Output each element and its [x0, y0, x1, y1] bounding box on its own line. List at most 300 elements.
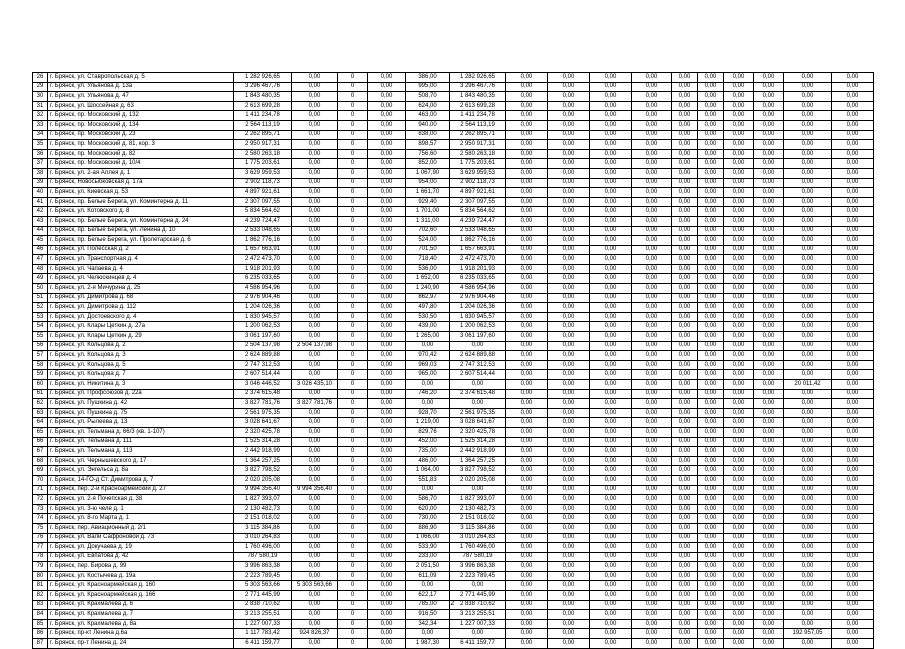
value-cell: 1 701,00 [406, 207, 450, 217]
value-cell: 0,00 [368, 120, 406, 130]
value-cell: 0,00 [784, 456, 832, 466]
page-number: 2 [450, 600, 455, 607]
value-cell: 3 827 798,52 [450, 466, 506, 476]
value-cell: 0,00 [548, 207, 590, 217]
value-cell: 0,00 [832, 226, 874, 236]
value-cell: 0,00 [506, 120, 548, 130]
value-cell: 0,00 [406, 399, 450, 409]
address-cell: г. Брянск, пр. Московский д. 10/4 [48, 159, 234, 169]
value-cell: 0,00 [506, 389, 548, 399]
value-cell: 2 442 918,99 [234, 447, 292, 457]
value-cell: 0,00 [698, 82, 724, 92]
value-cell: 1 830 945,57 [450, 312, 506, 322]
value-cell: 0,00 [724, 351, 754, 361]
value-cell: 0,00 [368, 447, 406, 457]
value-cell: 386,00 [406, 73, 450, 83]
table-row [33, 149, 874, 159]
value-cell: 787 580,19 [234, 552, 292, 562]
value-cell: 0,00 [672, 293, 698, 303]
value-cell: 0 [338, 188, 368, 198]
value-cell: 0 [338, 360, 368, 370]
value-cell: 0,00 [672, 485, 698, 495]
value-cell: 0,00 [632, 92, 672, 102]
table-row [33, 543, 874, 553]
value-cell: 0,00 [832, 418, 874, 428]
value-cell: 0,00 [832, 600, 874, 610]
value-cell: 0 [338, 639, 368, 649]
value-cell: 0,00 [632, 447, 672, 457]
value-cell: 0,00 [632, 264, 672, 274]
value-cell: 0,00 [724, 73, 754, 83]
value-cell: 0,00 [754, 456, 784, 466]
value-cell: 0,00 [368, 332, 406, 342]
value-cell: 0 [338, 418, 368, 428]
value-cell: 0,00 [548, 284, 590, 294]
value-cell: 0,00 [754, 216, 784, 226]
value-cell: 2 624 889,88 [234, 351, 292, 361]
value-cell: 0,00 [784, 495, 832, 505]
value-cell: 0,00 [406, 380, 450, 390]
value-cell: 0,00 [590, 456, 632, 466]
value-cell: 0,00 [672, 130, 698, 140]
value-cell: 524,00 [406, 236, 450, 246]
value-cell: 0,00 [672, 552, 698, 562]
value-cell: 2 771 445,99 [450, 591, 506, 601]
value-cell: 0,00 [832, 427, 874, 437]
value-cell: 0,00 [590, 332, 632, 342]
value-cell: 3 026 435,10 [292, 380, 338, 390]
row-number-cell: 65 [33, 427, 48, 437]
value-cell: 0,00 [832, 370, 874, 380]
address-cell: г. Брянск, ул. Вали Сафроновой д. 73 [48, 533, 234, 543]
value-cell: 4 239 724,47 [234, 216, 292, 226]
value-cell: 0,00 [506, 399, 548, 409]
value-cell: 2 902 118,73 [450, 178, 506, 188]
value-cell: 0,00 [548, 360, 590, 370]
value-cell: 862,97 [406, 293, 450, 303]
value-cell: 0,00 [672, 495, 698, 505]
value-cell: 0 [338, 562, 368, 572]
value-cell: 0,00 [632, 216, 672, 226]
value-cell: 0,00 [506, 322, 548, 332]
value-cell: 0,00 [672, 475, 698, 485]
row-number-cell: 61 [33, 389, 48, 399]
value-cell: 0,00 [784, 639, 832, 649]
value-cell: 0,00 [506, 82, 548, 92]
value-cell: 0,00 [724, 284, 754, 294]
value-cell: 0,00 [832, 188, 874, 198]
value-cell: 0,00 [590, 303, 632, 313]
value-cell: 0,00 [548, 485, 590, 495]
value-cell: 0,00 [754, 408, 784, 418]
value-cell: 2 020 205,08 [450, 475, 506, 485]
value-cell: 4 586 954,96 [450, 284, 506, 294]
table-row [33, 322, 874, 332]
value-cell: 0,00 [724, 427, 754, 437]
value-cell: 1 775 203,61 [234, 159, 292, 169]
row-number-cell: 66 [33, 437, 48, 447]
value-cell: 0,00 [506, 312, 548, 322]
value-cell: 0,00 [548, 456, 590, 466]
value-cell: 0,00 [784, 533, 832, 543]
value-cell: 785,00 [406, 600, 450, 610]
value-cell: 0,00 [590, 274, 632, 284]
value-cell: 0,00 [724, 591, 754, 601]
value-cell: 0,00 [698, 255, 724, 265]
value-cell: 0,00 [724, 341, 754, 351]
value-cell: 0,00 [784, 73, 832, 83]
value-cell: 2 262 895,71 [234, 130, 292, 140]
value-cell: 0,00 [698, 236, 724, 246]
value-cell: 0 [338, 255, 368, 265]
value-cell: 0,00 [590, 610, 632, 620]
row-number-cell: 33 [33, 120, 48, 130]
value-cell: 0 [338, 370, 368, 380]
value-cell: 0,00 [672, 571, 698, 581]
value-cell: 0,00 [784, 149, 832, 159]
value-cell: 0,00 [548, 101, 590, 111]
value-cell: 0,00 [832, 485, 874, 495]
value-cell: 0,00 [724, 274, 754, 284]
value-cell: 1 204 026,36 [450, 303, 506, 313]
row-number-cell: 37 [33, 159, 48, 169]
value-cell: 0,00 [724, 552, 754, 562]
value-cell: 0,00 [506, 543, 548, 553]
value-cell: 0,00 [832, 639, 874, 649]
value-cell: 0,00 [292, 418, 338, 428]
value-cell: 787 580,19 [450, 552, 506, 562]
value-cell: 0,00 [754, 284, 784, 294]
value-cell: 0,00 [672, 447, 698, 457]
value-cell: 0,00 [832, 149, 874, 159]
address-cell: г. Брянск, ул. Ульянова д. 13а [48, 82, 234, 92]
value-cell: 0,00 [590, 466, 632, 476]
value-cell: 0,00 [632, 600, 672, 610]
value-cell: 1 364 257,25 [450, 456, 506, 466]
value-cell: 0,00 [724, 562, 754, 572]
value-cell: 0,00 [832, 101, 874, 111]
value-cell: 0,00 [754, 293, 784, 303]
value-cell: 0,00 [724, 571, 754, 581]
value-cell: 0 [338, 447, 368, 457]
value-cell: 2 472 473,70 [450, 255, 506, 265]
value-cell: 1 827 393,07 [450, 495, 506, 505]
value-cell: 0,00 [368, 216, 406, 226]
value-cell: 0,00 [292, 427, 338, 437]
value-cell: 0 [338, 466, 368, 476]
value-cell: 0,00 [590, 178, 632, 188]
value-cell: 0,00 [368, 312, 406, 322]
address-cell: г. Брянск, ул. Челюскинцев д. 4 [48, 274, 234, 284]
value-cell: 746,20 [406, 389, 450, 399]
value-cell: 0,00 [632, 360, 672, 370]
value-cell: 1 760 496,00 [234, 543, 292, 553]
value-cell: 0,00 [724, 475, 754, 485]
value-cell: 2 374 615,48 [234, 389, 292, 399]
row-number-cell: 44 [33, 226, 48, 236]
address-cell: г. Брянск, пр. Белые Берега, ул. Пролетарская д. 6 [48, 236, 234, 246]
value-cell: 3 629 959,53 [234, 168, 292, 178]
value-cell: 0,00 [506, 370, 548, 380]
value-cell: 0 [338, 610, 368, 620]
value-cell: 0,00 [292, 120, 338, 130]
value-cell: 0 [338, 216, 368, 226]
value-cell: 0,00 [368, 188, 406, 198]
row-number-cell: 70 [33, 475, 48, 485]
value-cell: 0,00 [548, 216, 590, 226]
value-cell: 0,00 [368, 360, 406, 370]
address-cell: г. Брянск, ул. Костычева д. 19а [48, 571, 234, 581]
value-cell: 0,00 [784, 322, 832, 332]
value-cell: 0,00 [548, 264, 590, 274]
address-cell: г. Брянск, ул. Тельмана д. 113 [48, 447, 234, 457]
value-cell: 1 411 234,78 [450, 111, 506, 121]
value-cell: 0,00 [672, 149, 698, 159]
value-cell: 0,00 [698, 130, 724, 140]
value-cell: 0,00 [590, 73, 632, 83]
value-cell: 0,00 [590, 427, 632, 437]
value-cell: 0,00 [368, 523, 406, 533]
value-cell: 0,00 [832, 591, 874, 601]
address-cell: г. Брянск, ул. Кольцова д. 2 [48, 341, 234, 351]
value-cell: 0,00 [754, 168, 784, 178]
address-cell: г. Брянск, ул. Клары Цеткин д. 29 [48, 332, 234, 342]
value-cell: 0,00 [754, 514, 784, 524]
value-cell: 0,00 [784, 284, 832, 294]
value-cell: 0,00 [292, 284, 338, 294]
value-cell: 0 [338, 236, 368, 246]
value-cell: 0,00 [672, 332, 698, 342]
value-cell: 0,00 [724, 140, 754, 150]
value-cell: 0,00 [632, 485, 672, 495]
value-cell: 0,00 [832, 543, 874, 553]
value-cell: 0,00 [698, 552, 724, 562]
value-cell: 0,00 [292, 571, 338, 581]
value-cell: 0,00 [698, 514, 724, 524]
value-cell: 0,00 [368, 418, 406, 428]
value-cell: 611,09 [406, 571, 450, 581]
value-cell: 2 151 018,02 [234, 514, 292, 524]
value-cell: 0,00 [832, 197, 874, 207]
value-cell: 0,00 [832, 360, 874, 370]
value-cell: 0,00 [548, 504, 590, 514]
value-cell: 0,00 [368, 543, 406, 553]
value-cell: 0 [338, 351, 368, 361]
value-cell: 0,00 [632, 168, 672, 178]
value-cell: 0,00 [632, 73, 672, 83]
value-cell: 0,00 [754, 447, 784, 457]
table-row [33, 514, 874, 524]
value-cell: 0,00 [672, 341, 698, 351]
value-cell: 0 [338, 581, 368, 591]
value-cell: 0,00 [724, 514, 754, 524]
value-cell: 0,00 [672, 101, 698, 111]
table-row [33, 408, 874, 418]
value-cell: 0,00 [368, 475, 406, 485]
value-cell: 0,00 [724, 92, 754, 102]
value-cell: 0,00 [672, 389, 698, 399]
value-cell: 1 827 393,07 [234, 495, 292, 505]
table-row [33, 571, 874, 581]
table-row [33, 495, 874, 505]
value-cell: 995,00 [406, 82, 450, 92]
value-cell: 0 [338, 312, 368, 322]
value-cell: 0,00 [548, 322, 590, 332]
value-cell: 0,00 [548, 312, 590, 322]
value-cell: 0,00 [590, 370, 632, 380]
value-cell: 0,00 [672, 466, 698, 476]
value-cell: 0,00 [590, 552, 632, 562]
value-cell: 0,00 [590, 639, 632, 649]
address-cell: г. Брянск, ул. 3-ю челе д. 1 [48, 504, 234, 514]
value-cell: 0,00 [724, 447, 754, 457]
value-cell: 0,00 [548, 543, 590, 553]
value-cell: 0,00 [724, 399, 754, 409]
value-cell: 2 747 312,53 [234, 360, 292, 370]
value-cell: 2 561 975,35 [234, 408, 292, 418]
value-cell: 0,00 [506, 552, 548, 562]
value-cell: 0,00 [832, 351, 874, 361]
value-cell: 0,00 [292, 370, 338, 380]
value-cell: 0,00 [672, 178, 698, 188]
value-cell: 0,00 [832, 82, 874, 92]
value-cell: 0,00 [506, 101, 548, 111]
value-cell: 4 897 921,61 [450, 188, 506, 198]
value-cell: 530,50 [406, 312, 450, 322]
value-cell: 0,00 [632, 475, 672, 485]
value-cell: 3 028 641,67 [234, 418, 292, 428]
address-cell: г. Брянск, ул. Достоевского д. 4 [48, 312, 234, 322]
value-cell: 3 115 384,86 [234, 523, 292, 533]
value-cell: 0,00 [590, 533, 632, 543]
row-number-cell: 87 [33, 639, 48, 649]
value-cell: 0,00 [368, 322, 406, 332]
value-cell: 0 [338, 408, 368, 418]
value-cell: 0,00 [292, 351, 338, 361]
value-cell: 0,00 [724, 82, 754, 92]
value-cell: 0,00 [832, 322, 874, 332]
value-cell: 0,00 [724, 408, 754, 418]
value-cell: 0,00 [368, 197, 406, 207]
value-cell: 0,00 [590, 92, 632, 102]
value-cell: 0,00 [784, 591, 832, 601]
value-cell: 0,00 [406, 485, 450, 495]
value-cell: 0,00 [672, 562, 698, 572]
value-cell: 2 504 137,98 [234, 341, 292, 351]
value-cell: 0,00 [548, 581, 590, 591]
value-cell: 886,90 [406, 523, 450, 533]
value-cell: 0,00 [368, 245, 406, 255]
value-cell: 0,00 [724, 236, 754, 246]
address-cell: г. Брянск, ул. Ульянова д. 47 [48, 92, 234, 102]
value-cell: 0,00 [292, 197, 338, 207]
value-cell: 0,00 [784, 600, 832, 610]
value-cell: 0,00 [590, 255, 632, 265]
value-cell: 0,00 [832, 130, 874, 140]
value-cell: 0,00 [450, 399, 506, 409]
value-cell: 0,00 [698, 619, 724, 629]
value-cell: 0,00 [506, 293, 548, 303]
address-cell: г. Брянск, пр. Московский д. 134 [48, 120, 234, 130]
address-cell: г. Брянск, ул. Докучаева д. 19 [48, 543, 234, 553]
value-cell: 2 976 904,46 [234, 293, 292, 303]
value-cell: 0,00 [672, 188, 698, 198]
value-cell: 0,00 [632, 207, 672, 217]
value-cell: 0,00 [368, 485, 406, 495]
value-cell: 0,00 [672, 543, 698, 553]
value-cell: 0,00 [698, 149, 724, 159]
value-cell: 2 130 482,73 [450, 504, 506, 514]
value-cell: 0,00 [548, 293, 590, 303]
value-cell: 0,00 [292, 514, 338, 524]
value-cell: 0,00 [590, 543, 632, 553]
value-cell: 0,00 [548, 399, 590, 409]
value-cell: 0,00 [590, 284, 632, 294]
value-cell: 0,00 [724, 332, 754, 342]
value-cell: 2 051,50 [406, 562, 450, 572]
value-cell: 0,00 [632, 312, 672, 322]
value-cell: 0,00 [698, 543, 724, 553]
value-cell: 0,00 [698, 408, 724, 418]
value-cell: 0,00 [832, 552, 874, 562]
value-cell: 0,00 [724, 360, 754, 370]
value-cell: 0,00 [506, 207, 548, 217]
value-cell: 0,00 [590, 408, 632, 418]
value-cell: 0,00 [724, 293, 754, 303]
value-cell: 1 311,00 [406, 216, 450, 226]
value-cell: 0,00 [506, 475, 548, 485]
value-cell: 0,00 [724, 581, 754, 591]
value-cell: 0,00 [368, 351, 406, 361]
value-cell: 0,00 [724, 629, 754, 639]
value-cell: 2 838 710,62 [450, 600, 506, 610]
value-cell: 0,00 [784, 523, 832, 533]
value-cell: 0,00 [368, 82, 406, 92]
value-cell: 0 [338, 140, 368, 150]
table-row [33, 284, 874, 294]
address-cell: г. Брянск, ул. Транспортная д. 4 [48, 255, 234, 265]
value-cell: 0,00 [506, 619, 548, 629]
value-cell: 0,00 [506, 130, 548, 140]
table-row [33, 264, 874, 274]
value-cell: 0 [338, 82, 368, 92]
table-row [33, 437, 874, 447]
row-number-cell: 72 [33, 495, 48, 505]
value-cell: 0,00 [368, 533, 406, 543]
address-cell: г. Брянск, ул. Кольцова д. 7 [48, 370, 234, 380]
row-number-cell: 48 [33, 264, 48, 274]
value-cell: 536,00 [406, 264, 450, 274]
value-cell: 2 950 917,31 [234, 140, 292, 150]
row-number-cell: 58 [33, 360, 48, 370]
value-cell: 2 320 425,78 [450, 427, 506, 437]
value-cell: 0,00 [832, 514, 874, 524]
value-cell: 916,50 [406, 610, 450, 620]
value-cell: 0,00 [698, 389, 724, 399]
value-cell: 0,00 [784, 168, 832, 178]
value-cell: 0,00 [698, 456, 724, 466]
value-cell: 0,00 [832, 284, 874, 294]
value-cell: 0,00 [724, 456, 754, 466]
value-cell: 0,00 [754, 399, 784, 409]
value-cell: 0,00 [590, 322, 632, 332]
value-cell: 0,00 [698, 159, 724, 169]
value-cell: 497,80 [406, 303, 450, 313]
value-cell: 0,00 [698, 284, 724, 294]
value-cell: 1 204 026,36 [234, 303, 292, 313]
value-cell: 2 472 473,70 [234, 255, 292, 265]
row-number-cell: 83 [33, 600, 48, 610]
